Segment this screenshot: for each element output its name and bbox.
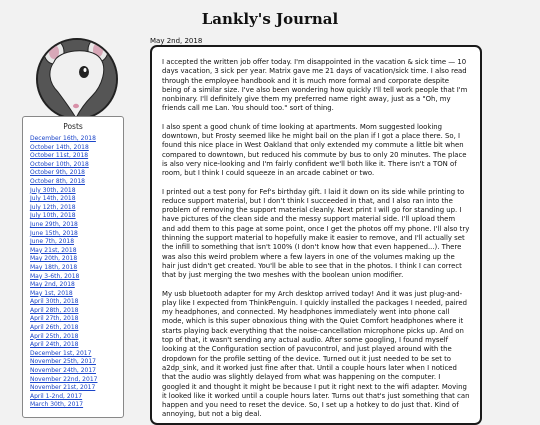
post-link[interactable]: November 21st, 2017 — [30, 384, 96, 392]
post-link[interactable]: December 16th, 2018 — [30, 135, 96, 142]
post-link[interactable]: December 1st, 2017 — [30, 349, 92, 357]
post-link[interactable]: June 15th, 2018 — [30, 229, 78, 237]
post-list-item — [30, 144, 123, 153]
post-paragraph: I accepted the written job offer today. I'm disappointed in the vacation & sick time — 10 days vacation, 3 sick per year. Matrix gave me 21 days of vacation/sick time. I also read through the employee handbook and it is much more formal and corporate despite being of a similar size. I've also been wondering how quickly I'll tell work people that I'm nonbinary. I'll definitely give them my preferred name right away, just as a "Oh, my friends call me Lan. You should too." sort of thing. — [162, 58, 468, 113]
post-list-item — [30, 255, 123, 264]
post-list-item — [30, 187, 123, 196]
post-link[interactable]: April 26th, 2018 — [30, 324, 79, 332]
post-link[interactable]: October 8th, 2018 — [30, 177, 85, 185]
post-list-item — [30, 350, 123, 359]
post-link[interactable]: April 24th, 2018 — [30, 341, 79, 349]
post-list-item — [30, 341, 123, 350]
post-list-item — [30, 298, 123, 307]
post-link[interactable]: May 21st, 2018 — [30, 246, 77, 254]
post-link[interactable]: June 7th, 2018 — [30, 238, 75, 246]
post-body — [150, 45, 482, 425]
post-list-item — [30, 333, 123, 342]
post-link[interactable]: July 14th, 2018 — [30, 195, 76, 203]
post-list-item — [30, 264, 123, 273]
post-paragraph: I also spent a good chunk of time looking at apartments. Mom suggested looking downtown, but Frosty seemed like he might bail on the plan if I got a place there. So, I found this nice place in West Oakland that only extended my commute a little bit when compared to downtown, but reduced his commute by bus to only 20 minutes. The place is also very nice-looking and I'm fairly confident we'll both like it. There isn't a TON of room, but I think I could squeeze in an arcade cabinet or two. — [162, 122, 467, 178]
post-list-item — [30, 358, 123, 367]
post-list-item — [30, 221, 123, 230]
avatar — [36, 38, 118, 120]
post-list-item — [30, 290, 123, 299]
post-link[interactable]: November 25th, 2017 — [30, 358, 96, 366]
post-list-item — [30, 238, 123, 247]
post-link[interactable]: July 30th, 2018 — [30, 186, 76, 194]
post-paragraph: My usb bluetooth adapter for my Arch desktop arrived today! And it was just plug-and-play like I expected from ThinkPenguin. I quickly installed the packages I needed, paired my headphones, and connected. My headphones immediately went into phone call mode, which is this super obnoxious thing with the Quiet Comfort headphones where it starts playing back everything that the noise-cancellation microphone picks up. And on top of that, it wasn't sending any actual audio. After some googling, I found myself looking at the Configuration section of pavucontrol, and just played around with the dropdown for the profile setting of the device. Turned out it just needed to be set to a2dp_sink, and it worked just fine after that. Until a couple hours later when I noticed that the audio was slightly delayed from what was happening on the computer. I googled it and thought it might be because I put it right next to the wifi adapter. Moving it looked like it worked until a couple hours later. Turns out that's just something that can happen and you need to reset the device. So, I set up a hotkey to do just that. Kind of annoying, but not a big deal. — [162, 289, 470, 419]
post-list-item — [30, 178, 123, 187]
post-list-item — [30, 212, 123, 221]
post-link[interactable]: October 9th, 2018 — [30, 169, 85, 177]
posts-sidebar — [22, 116, 124, 418]
post-list-item — [30, 169, 123, 178]
post-link[interactable]: November 24th, 2017 — [30, 367, 96, 375]
post-link[interactable]: April 28th, 2018 — [30, 306, 79, 314]
post-link[interactable]: October 11st, 2018 — [30, 152, 89, 160]
post-list-item — [30, 324, 123, 333]
post-link[interactable]: April 25th, 2018 — [30, 332, 79, 340]
post-list-item — [30, 195, 123, 204]
post-link[interactable]: October 10th, 2018 — [30, 160, 89, 168]
post-date: May 2nd, 2018 — [150, 37, 203, 45]
post-list-item — [30, 135, 123, 144]
post-link[interactable]: July 10th, 2018 — [30, 212, 76, 220]
post-link[interactable]: April 27th, 2018 — [30, 315, 79, 323]
posts-list — [23, 135, 123, 410]
post-paragraph: I printed out a test pony for Fef's birthday gift. I laid it down on its side while printing to reduce support material, but I don't think I succeeded in that, and I also ran into the problem of removing the support material cleanly. Next print I will go for standing up. I have pictures of the clean side and the messy support material side. I'll upload them and add them to this page at some point, once I get the photos off my phone. I'll also try thinning the support material to hopefully make it easier to remove, and I'll actually set the infill to something that isn't 100% (I don't know how that even happened...). There was also this weird problem where a few layers in one of the volumes making up the hair just didn't get created. You'll be able to see that in the photos. I think I can correct that by just merging the two meshes with the boolean union modifier. — [162, 187, 470, 280]
post-link[interactable]: May 3-6th, 2018 — [30, 272, 80, 280]
post-link[interactable]: May 20th, 2018 — [30, 255, 78, 263]
post-list-item — [30, 230, 123, 239]
rat-avatar-icon — [38, 40, 116, 118]
post-list-item — [30, 152, 123, 161]
post-link[interactable]: May 18th, 2018 — [30, 263, 78, 271]
post-list-item — [30, 401, 123, 410]
post-list-item — [30, 161, 123, 170]
post-list-item — [30, 204, 123, 213]
post-list-item — [30, 281, 123, 290]
post-link[interactable]: April 30th, 2018 — [30, 298, 79, 306]
post-list-item — [30, 376, 123, 385]
post-link[interactable]: March 30th, 2017 — [30, 401, 84, 409]
post-link[interactable]: May 1st, 2018 — [30, 289, 73, 297]
post-list-item — [30, 367, 123, 376]
post-list-item — [30, 307, 123, 316]
post-link[interactable]: May 2nd, 2018 — [30, 281, 75, 289]
post-link[interactable]: November 22nd, 2017 — [30, 375, 98, 383]
posts-heading: Posts — [63, 122, 83, 131]
post-link[interactable]: July 12th, 2018 — [30, 203, 76, 211]
post-list-item — [30, 315, 123, 324]
post-list-item — [30, 384, 123, 393]
post-list-item — [30, 247, 123, 256]
post-list-item — [30, 393, 123, 402]
site-title: Lankly's Journal — [201, 10, 339, 28]
post-link[interactable]: April 1-2nd, 2017 — [30, 392, 83, 400]
post-link[interactable]: June 29th, 2018 — [30, 220, 78, 228]
post-list-item — [30, 273, 123, 282]
post-link[interactable]: October 14th, 2018 — [30, 143, 89, 151]
